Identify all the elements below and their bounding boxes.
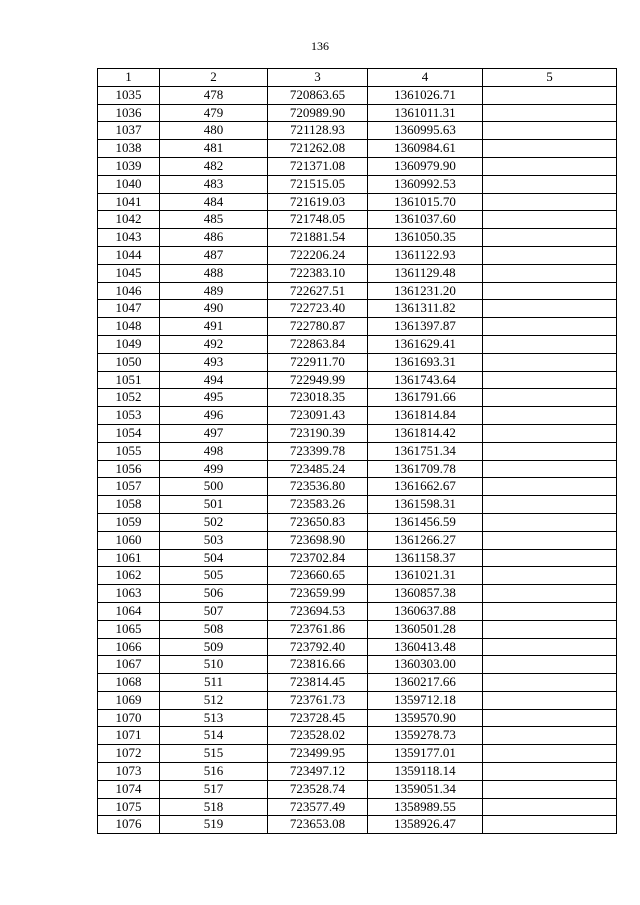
table-cell — [483, 638, 617, 656]
table-cell: 723577.49 — [268, 798, 368, 816]
table-cell: 1361598.31 — [368, 496, 483, 514]
table-cell: 513 — [160, 709, 268, 727]
table-cell: 723528.74 — [268, 780, 368, 798]
table-cell — [483, 157, 617, 175]
table-cell: 514 — [160, 727, 268, 745]
table-cell: 722206.24 — [268, 246, 368, 264]
table-cell: 1361050.35 — [368, 229, 483, 247]
table-cell: 721619.03 — [268, 193, 368, 211]
table-cell: 485 — [160, 211, 268, 229]
table-cell: 1041 — [98, 193, 160, 211]
table-cell — [483, 496, 617, 514]
table-cell — [483, 371, 617, 389]
table-cell — [483, 335, 617, 353]
column-header: 3 — [268, 69, 368, 87]
table-row — [98, 674, 617, 692]
table-row — [98, 780, 617, 798]
table-cell: 1358989.55 — [368, 798, 483, 816]
table-cell: 721881.54 — [268, 229, 368, 247]
table-cell — [483, 763, 617, 781]
column-header: 2 — [160, 69, 268, 87]
table-cell — [483, 513, 617, 531]
table-cell: 1053 — [98, 407, 160, 425]
table-cell: 1074 — [98, 780, 160, 798]
table-cell: 478 — [160, 86, 268, 104]
table-cell: 1360303.00 — [368, 656, 483, 674]
table-cell — [483, 353, 617, 371]
table-cell: 1036 — [98, 104, 160, 122]
table-cell: 1361743.64 — [368, 371, 483, 389]
table-row — [98, 478, 617, 496]
table-cell: 495 — [160, 389, 268, 407]
table-cell: 508 — [160, 620, 268, 638]
table-cell — [483, 727, 617, 745]
table-cell — [483, 816, 617, 834]
table-cell — [483, 140, 617, 158]
table-cell: 1361158.37 — [368, 549, 483, 567]
table-cell: 1066 — [98, 638, 160, 656]
table-row — [98, 86, 617, 104]
table-cell: 1054 — [98, 424, 160, 442]
table-row — [98, 175, 617, 193]
table-cell: 481 — [160, 140, 268, 158]
table-cell — [483, 211, 617, 229]
table-row — [98, 157, 617, 175]
table-cell: 1038 — [98, 140, 160, 158]
table-header — [98, 69, 617, 87]
table-cell: 723702.84 — [268, 549, 368, 567]
table-cell: 1072 — [98, 745, 160, 763]
table-cell: 1361814.42 — [368, 424, 483, 442]
table-cell: 1361751.34 — [368, 442, 483, 460]
table-cell: 1064 — [98, 602, 160, 620]
header-row — [98, 69, 617, 87]
table-cell: 723536.80 — [268, 478, 368, 496]
table-cell: 1361791.66 — [368, 389, 483, 407]
table-row — [98, 229, 617, 247]
table-row — [98, 638, 617, 656]
table-cell: 723761.73 — [268, 691, 368, 709]
table-cell: 1040 — [98, 175, 160, 193]
table-cell: 1360979.90 — [368, 157, 483, 175]
column-header: 1 — [98, 69, 160, 87]
table-cell: 723792.40 — [268, 638, 368, 656]
table-cell: 1361037.60 — [368, 211, 483, 229]
table-cell: 1051 — [98, 371, 160, 389]
table-cell: 505 — [160, 567, 268, 585]
table-cell: 1071 — [98, 727, 160, 745]
table-cell: 1060 — [98, 531, 160, 549]
table-cell: 722383.10 — [268, 264, 368, 282]
table-cell: 723497.12 — [268, 763, 368, 781]
table-cell: 1359278.73 — [368, 727, 483, 745]
table-cell: 1360217.66 — [368, 674, 483, 692]
table-row — [98, 496, 617, 514]
table-cell — [483, 246, 617, 264]
table-cell: 1361629.41 — [368, 335, 483, 353]
table-cell: 1043 — [98, 229, 160, 247]
coordinates-table — [97, 68, 617, 834]
table-cell: 1360413.48 — [368, 638, 483, 656]
table-cell: 510 — [160, 656, 268, 674]
table-cell: 1059 — [98, 513, 160, 531]
table-cell: 500 — [160, 478, 268, 496]
table-cell — [483, 745, 617, 763]
table-cell: 1361122.93 — [368, 246, 483, 264]
table-cell: 1361266.27 — [368, 531, 483, 549]
table-cell — [483, 674, 617, 692]
table-cell — [483, 424, 617, 442]
table-row — [98, 763, 617, 781]
table-cell: 504 — [160, 549, 268, 567]
table-cell: 511 — [160, 674, 268, 692]
table-cell — [483, 389, 617, 407]
table-cell: 503 — [160, 531, 268, 549]
table-cell: 490 — [160, 300, 268, 318]
table-cell: 492 — [160, 335, 268, 353]
table-row — [98, 709, 617, 727]
table-cell: 723816.66 — [268, 656, 368, 674]
table-cell: 488 — [160, 264, 268, 282]
table-cell: 1359712.18 — [368, 691, 483, 709]
table-cell — [483, 86, 617, 104]
table-row — [98, 211, 617, 229]
table-cell: 1052 — [98, 389, 160, 407]
table-row — [98, 140, 617, 158]
table-cell: 1073 — [98, 763, 160, 781]
table-cell: 1360995.63 — [368, 122, 483, 140]
table-row — [98, 122, 617, 140]
table-cell: 1361662.67 — [368, 478, 483, 496]
table-cell: 1058 — [98, 496, 160, 514]
table-cell: 1070 — [98, 709, 160, 727]
table-cell — [483, 175, 617, 193]
table-cell: 519 — [160, 816, 268, 834]
table-cell: 723499.95 — [268, 745, 368, 763]
table-cell: 496 — [160, 407, 268, 425]
table-cell: 1360857.38 — [368, 585, 483, 603]
table-cell: 1359570.90 — [368, 709, 483, 727]
table-cell: 723528.02 — [268, 727, 368, 745]
table-cell: 1361693.31 — [368, 353, 483, 371]
table-cell: 722627.51 — [268, 282, 368, 300]
table-cell: 494 — [160, 371, 268, 389]
table-cell: 723728.45 — [268, 709, 368, 727]
table-cell: 501 — [160, 496, 268, 514]
table-cell: 723190.39 — [268, 424, 368, 442]
table-cell: 482 — [160, 157, 268, 175]
table-cell: 1065 — [98, 620, 160, 638]
table-cell: 487 — [160, 246, 268, 264]
table-cell: 1360501.28 — [368, 620, 483, 638]
table-cell: 515 — [160, 745, 268, 763]
table-cell: 1076 — [98, 816, 160, 834]
table-cell — [483, 300, 617, 318]
table-cell: 517 — [160, 780, 268, 798]
table-cell — [483, 798, 617, 816]
table-cell: 1049 — [98, 335, 160, 353]
table-cell: 1037 — [98, 122, 160, 140]
table-row — [98, 193, 617, 211]
table-row — [98, 620, 617, 638]
table-cell: 1359118.14 — [368, 763, 483, 781]
table-cell — [483, 264, 617, 282]
table-cell: 516 — [160, 763, 268, 781]
table-cell: 721748.05 — [268, 211, 368, 229]
table-cell: 1359051.34 — [368, 780, 483, 798]
table-cell: 1046 — [98, 282, 160, 300]
table-cell: 722863.84 — [268, 335, 368, 353]
table-row — [98, 264, 617, 282]
table-row — [98, 460, 617, 478]
table-cell: 1361709.78 — [368, 460, 483, 478]
table-cell: 1359177.01 — [368, 745, 483, 763]
table-cell — [483, 442, 617, 460]
table-row — [98, 531, 617, 549]
table-cell: 1361397.87 — [368, 318, 483, 336]
table-row — [98, 727, 617, 745]
table-cell: 1361015.70 — [368, 193, 483, 211]
table-row — [98, 549, 617, 567]
table-cell: 1047 — [98, 300, 160, 318]
page-number: 136 — [311, 39, 329, 53]
table-row — [98, 442, 617, 460]
table-cell: 723653.08 — [268, 816, 368, 834]
table-row — [98, 104, 617, 122]
table-cell: 723659.99 — [268, 585, 368, 603]
table-row — [98, 353, 617, 371]
table-row — [98, 407, 617, 425]
table-row — [98, 246, 617, 264]
table-cell — [483, 229, 617, 247]
table-cell: 1358926.47 — [368, 816, 483, 834]
table-cell: 1360992.53 — [368, 175, 483, 193]
table-cell — [483, 531, 617, 549]
table-cell: 723650.83 — [268, 513, 368, 531]
table-cell: 1045 — [98, 264, 160, 282]
table-cell — [483, 585, 617, 603]
table-cell: 506 — [160, 585, 268, 603]
table-cell — [483, 407, 617, 425]
table-body — [98, 86, 617, 833]
table-row — [98, 424, 617, 442]
table-cell: 721371.08 — [268, 157, 368, 175]
table-cell: 491 — [160, 318, 268, 336]
table-cell: 1360984.61 — [368, 140, 483, 158]
table-cell — [483, 122, 617, 140]
table-cell: 1056 — [98, 460, 160, 478]
table-cell: 1075 — [98, 798, 160, 816]
table-cell: 509 — [160, 638, 268, 656]
table-cell — [483, 460, 617, 478]
table-row — [98, 282, 617, 300]
table-cell: 1050 — [98, 353, 160, 371]
table-cell — [483, 691, 617, 709]
table-cell — [483, 478, 617, 496]
table-cell: 486 — [160, 229, 268, 247]
table-cell: 507 — [160, 602, 268, 620]
table-cell: 1361456.59 — [368, 513, 483, 531]
table-cell — [483, 318, 617, 336]
table-row — [98, 691, 617, 709]
table-row — [98, 656, 617, 674]
table-cell: 480 — [160, 122, 268, 140]
table-cell: 1361021.31 — [368, 567, 483, 585]
table-cell: 483 — [160, 175, 268, 193]
table-cell: 1068 — [98, 674, 160, 692]
table-cell: 723485.24 — [268, 460, 368, 478]
table-cell: 723583.26 — [268, 496, 368, 514]
table-cell: 723399.78 — [268, 442, 368, 460]
table-cell: 1067 — [98, 656, 160, 674]
column-header: 4 — [368, 69, 483, 87]
table-cell: 1361231.20 — [368, 282, 483, 300]
table-cell: 1063 — [98, 585, 160, 603]
table-cell: 1361311.82 — [368, 300, 483, 318]
table-row — [98, 567, 617, 585]
column-header: 5 — [483, 69, 617, 87]
table-cell: 722723.40 — [268, 300, 368, 318]
table-cell — [483, 104, 617, 122]
table-cell — [483, 282, 617, 300]
table-cell: 720863.65 — [268, 86, 368, 104]
table-cell: 723814.45 — [268, 674, 368, 692]
table-row — [98, 318, 617, 336]
table-cell: 1057 — [98, 478, 160, 496]
table-cell: 1069 — [98, 691, 160, 709]
table-row — [98, 816, 617, 834]
table-row — [98, 602, 617, 620]
table-cell: 721262.08 — [268, 140, 368, 158]
table-cell: 1039 — [98, 157, 160, 175]
table-cell: 1035 — [98, 86, 160, 104]
table-cell: 1361026.71 — [368, 86, 483, 104]
table-cell — [483, 602, 617, 620]
table-cell: 512 — [160, 691, 268, 709]
table-cell: 1360637.88 — [368, 602, 483, 620]
table-cell: 723018.35 — [268, 389, 368, 407]
table-cell: 1361011.31 — [368, 104, 483, 122]
table-cell — [483, 620, 617, 638]
table-cell: 1055 — [98, 442, 160, 460]
table-cell: 479 — [160, 104, 268, 122]
table-cell: 1361129.48 — [368, 264, 483, 282]
table-cell: 489 — [160, 282, 268, 300]
table-cell: 722949.99 — [268, 371, 368, 389]
table-cell: 723091.43 — [268, 407, 368, 425]
table-cell: 1042 — [98, 211, 160, 229]
table-row — [98, 798, 617, 816]
table-cell: 723694.53 — [268, 602, 368, 620]
table-cell — [483, 709, 617, 727]
table-cell: 721515.05 — [268, 175, 368, 193]
table-cell: 1361814.84 — [368, 407, 483, 425]
table-cell: 518 — [160, 798, 268, 816]
table-cell: 723761.86 — [268, 620, 368, 638]
table-cell: 493 — [160, 353, 268, 371]
table-row — [98, 335, 617, 353]
table-row — [98, 745, 617, 763]
table-cell: 1061 — [98, 549, 160, 567]
table-cell: 1044 — [98, 246, 160, 264]
table-row — [98, 300, 617, 318]
table-cell: 720989.90 — [268, 104, 368, 122]
table-cell: 502 — [160, 513, 268, 531]
table-row — [98, 389, 617, 407]
table-row — [98, 513, 617, 531]
table-cell: 722780.87 — [268, 318, 368, 336]
table-cell: 499 — [160, 460, 268, 478]
table-cell: 498 — [160, 442, 268, 460]
table-row — [98, 371, 617, 389]
table-cell: 723660.65 — [268, 567, 368, 585]
table-cell — [483, 549, 617, 567]
table-cell — [483, 567, 617, 585]
table-row — [98, 585, 617, 603]
table-cell — [483, 193, 617, 211]
table-cell: 1048 — [98, 318, 160, 336]
table-cell: 497 — [160, 424, 268, 442]
table-cell — [483, 656, 617, 674]
table-cell: 484 — [160, 193, 268, 211]
table-cell: 722911.70 — [268, 353, 368, 371]
table-cell — [483, 780, 617, 798]
table-cell: 721128.93 — [268, 122, 368, 140]
table-cell: 723698.90 — [268, 531, 368, 549]
table-cell: 1062 — [98, 567, 160, 585]
